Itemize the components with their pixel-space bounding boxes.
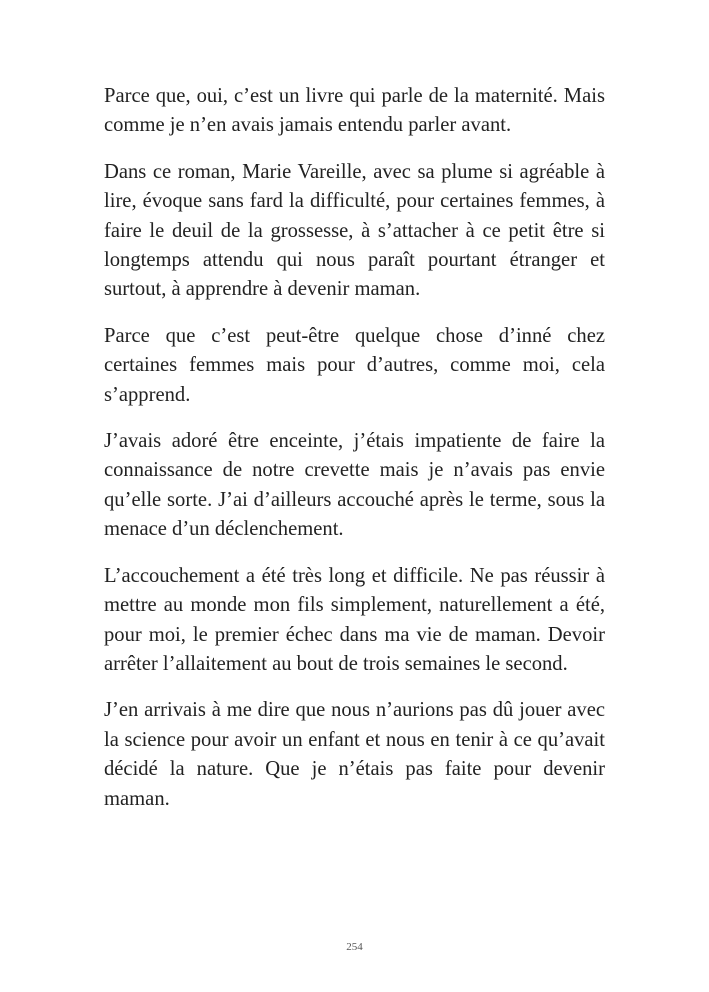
- page-number: 254: [346, 941, 363, 953]
- paragraph-1: Parce que, oui, c’est un livre qui parle de la maternité. Mais comme je n’en avais jamais entendu parler avant.: [104, 85, 605, 137]
- paragraph-5: L’accouchement a été très long et difficile. Ne pas réussir à mettre au monde mon fils simplement, naturellement a été, pour moi, le premier échec dans ma vie de maman. Devoir arrêter l’allaitement au bout de trois semaines le second.: [104, 564, 605, 675]
- paragraph-3: Parce que c’est peut-être quelque chose d’inné chez certaines femmes mais pour d’autres, comme moi, cela s’apprend.: [104, 324, 605, 406]
- paragraph-4: J’avais adoré être enceinte, j’étais impatiente de faire la connaissance de notre crevette mais je n’avais pas envie qu’elle sorte. J’ai d’ailleurs accouché après le terme, sous la menace d’un déclenchement.: [104, 430, 605, 541]
- paragraph-6: J’en arrivais à me dire que nous n’aurions pas dû jouer avec la science pour avoir un enfant et nous en tenir à ce qu’avait décidé la nature. Que je n’étais pas faite pour devenir maman.: [104, 699, 605, 810]
- paragraph-2: Dans ce roman, Marie Vareille, avec sa plume si agréable à lire, évoque sans fard la difficulté, pour certaines femmes, à faire le deuil de la grossesse, à s’attacher à ce petit être si longtemps attendu qui nous paraît pourtant étranger et surtout, à apprendre à devenir maman.: [104, 160, 605, 301]
- body-text: [104, 82, 605, 831]
